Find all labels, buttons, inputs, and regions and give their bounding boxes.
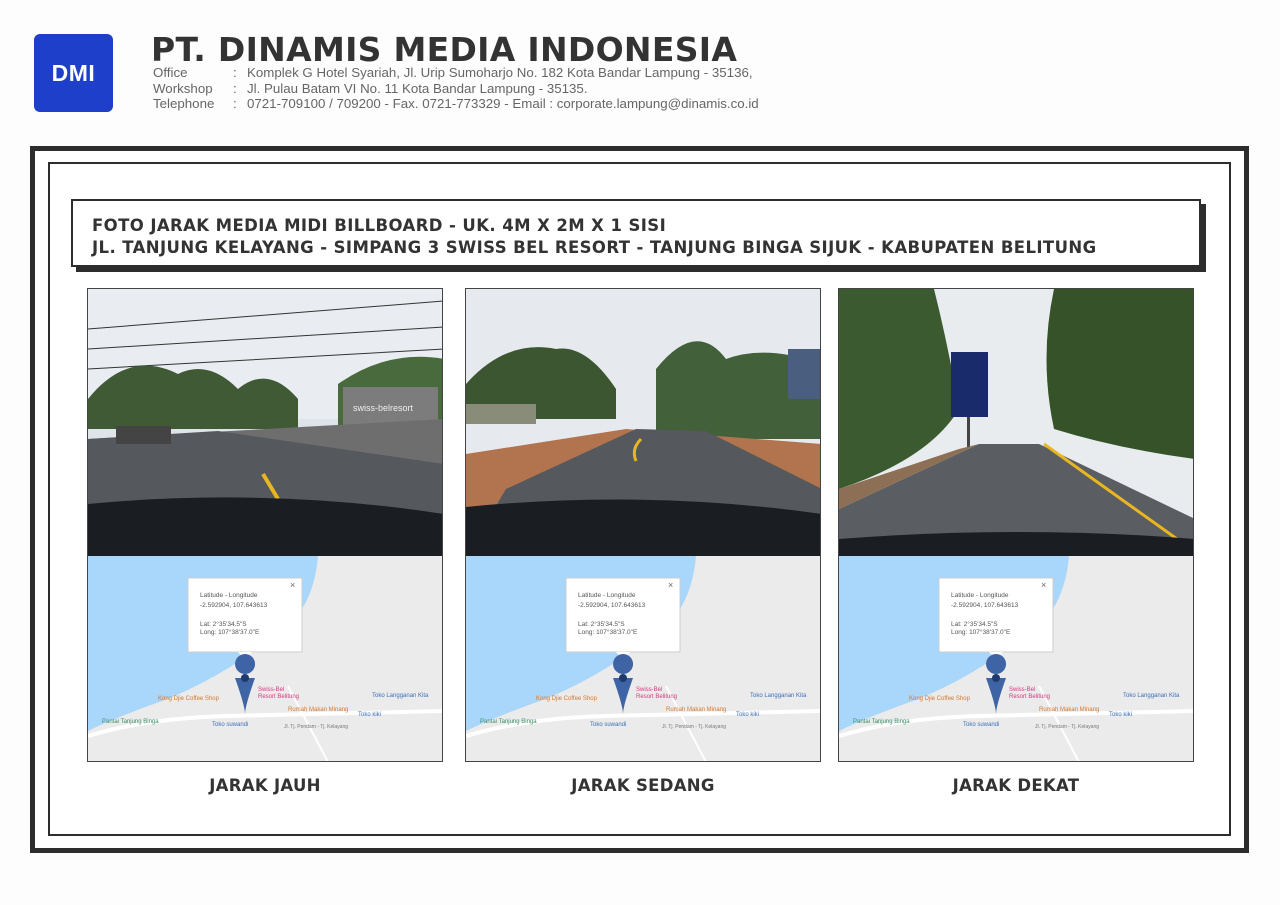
svg-text:Toko Langganan Kita: Toko Langganan Kita xyxy=(750,693,807,699)
svg-text:Toko kiki: Toko kiki xyxy=(1109,712,1133,718)
svg-text:Kong Djie Coffee Shop: Kong Djie Coffee Shop xyxy=(536,696,597,702)
workshop-label: Workshop xyxy=(153,80,213,96)
svg-text:Toko kiki: Toko kiki xyxy=(358,712,382,718)
svg-text:×: × xyxy=(668,580,674,590)
caption-far: JARAK JAUH xyxy=(209,776,321,795)
svg-text:Kong Djie Coffee Shop: Kong Djie Coffee Shop xyxy=(909,696,970,702)
company-info xyxy=(153,65,759,112)
svg-text:Swiss-Bel: Swiss-Bel xyxy=(636,687,663,693)
svg-text:Toko Langganan Kita: Toko Langganan Kita xyxy=(372,693,429,699)
photo-far xyxy=(88,289,443,556)
workshop-value: Jl. Pulau Batam VI No. 11 Kota Bandar Lampung - 35135. xyxy=(247,80,588,96)
svg-text:Resort Belitung: Resort Belitung xyxy=(258,694,300,700)
svg-text:Pantai Tanjung Binga: Pantai Tanjung Binga xyxy=(102,719,159,725)
svg-text:Jl. Tj. Pendam - Tj. Kelayang: Jl. Tj. Pendam - Tj. Kelayang xyxy=(662,724,727,730)
separator: : xyxy=(233,96,237,112)
separator: : xyxy=(233,80,237,96)
svg-text:Lat: 2°35'34.5"S: Lat: 2°35'34.5"S xyxy=(578,621,625,628)
dmi-logo: DMI xyxy=(34,34,113,112)
workshop-row xyxy=(153,81,759,97)
svg-text:Swiss-Bel: Swiss-Bel xyxy=(1009,687,1036,693)
svg-text:-2.592904, 107.643613: -2.592904, 107.643613 xyxy=(578,602,646,609)
svg-text:Lat: 2°35'34.5"S: Lat: 2°35'34.5"S xyxy=(951,621,998,628)
svg-text:Toko suwandi: Toko suwandi xyxy=(963,722,1000,728)
svg-text:Toko suwandi: Toko suwandi xyxy=(212,722,249,728)
map-near xyxy=(839,556,1194,762)
svg-text:swiss-belresort: swiss-belresort xyxy=(353,403,414,413)
svg-text:Latitude - Longitude: Latitude - Longitude xyxy=(578,592,636,599)
caption-near: JARAK DEKAT xyxy=(952,776,1080,795)
map-medium xyxy=(466,556,821,762)
svg-text:Latitude - Longitude: Latitude - Longitude xyxy=(951,592,1009,599)
map-far xyxy=(88,556,443,762)
separator: : xyxy=(233,65,237,80)
svg-text:Long: 107°38'37.0"E: Long: 107°38'37.0"E xyxy=(578,629,638,636)
office-label: Office xyxy=(153,65,188,80)
svg-text:Toko kiki: Toko kiki xyxy=(736,712,760,718)
svg-text:-2.592904, 107.643613: -2.592904, 107.643613 xyxy=(951,602,1019,609)
telephone-value: 0721-709100 / 709200 - Fax. 0721-773329 - Email : corporate.lampung@dinamis.co.id xyxy=(247,96,759,112)
telephone-row xyxy=(153,96,759,112)
panel-medium xyxy=(465,288,821,762)
panel-far xyxy=(87,288,443,762)
svg-text:Lat: 2°35'34.5"S: Lat: 2°35'34.5"S xyxy=(200,621,247,628)
svg-text:×: × xyxy=(290,580,296,590)
svg-text:Swiss-Bel: Swiss-Bel xyxy=(258,687,285,693)
svg-text:-2.592904, 107.643613: -2.592904, 107.643613 xyxy=(200,602,268,609)
svg-text:Toko Langganan Kita: Toko Langganan Kita xyxy=(1123,693,1180,699)
svg-text:Long: 107°38'37.0"E: Long: 107°38'37.0"E xyxy=(200,629,260,636)
photo-near xyxy=(839,289,1194,556)
svg-text:Jl. Tj. Pendam - Tj. Kelayang: Jl. Tj. Pendam - Tj. Kelayang xyxy=(1035,724,1100,730)
title-line-1: FOTO JARAK MEDIA MIDI BILLBOARD - UK. 4M X 2M X 1 SISI xyxy=(92,216,667,235)
title-line-2: JL. TANJUNG KELAYANG - SIMPANG 3 SWISS BEL RESORT - TANJUNG BINGA SIJUK - KABUPATEN BELITUNG xyxy=(92,238,1097,257)
svg-text:Toko suwandi: Toko suwandi xyxy=(590,722,627,728)
svg-text:Rumah Makan Minang: Rumah Makan Minang xyxy=(288,707,349,713)
svg-text:×: × xyxy=(1041,580,1047,590)
svg-text:Latitude - Longitude: Latitude - Longitude xyxy=(200,592,258,599)
photo-medium xyxy=(466,289,821,556)
panel-near xyxy=(838,288,1194,762)
svg-text:Long: 107°38'37.0"E: Long: 107°38'37.0"E xyxy=(951,629,1011,636)
caption-medium: JARAK SEDANG xyxy=(571,776,715,795)
telephone-label: Telephone xyxy=(153,96,215,112)
svg-text:Resort Belitung: Resort Belitung xyxy=(1009,694,1051,700)
svg-text:Pantai Tanjung Binga: Pantai Tanjung Binga xyxy=(480,719,537,725)
office-row xyxy=(153,65,759,81)
svg-text:Rumah Makan Minang: Rumah Makan Minang xyxy=(1039,707,1100,713)
svg-text:Rumah Makan Minang: Rumah Makan Minang xyxy=(666,707,727,713)
office-value: Komplek G Hotel Syariah, Jl. Urip Sumoharjo No. 182 Kota Bandar Lampung - 35136, xyxy=(247,65,753,80)
svg-text:Jl. Tj. Pendam - Tj. Kelayang: Jl. Tj. Pendam - Tj. Kelayang xyxy=(284,724,349,730)
svg-text:Kong Djie Coffee Shop: Kong Djie Coffee Shop xyxy=(158,696,219,702)
svg-text:Pantai Tanjung Binga: Pantai Tanjung Binga xyxy=(853,719,910,725)
company-name: PT. DINAMIS MEDIA INDONESIA xyxy=(151,30,738,69)
svg-text:Resort Belitung: Resort Belitung xyxy=(636,694,678,700)
